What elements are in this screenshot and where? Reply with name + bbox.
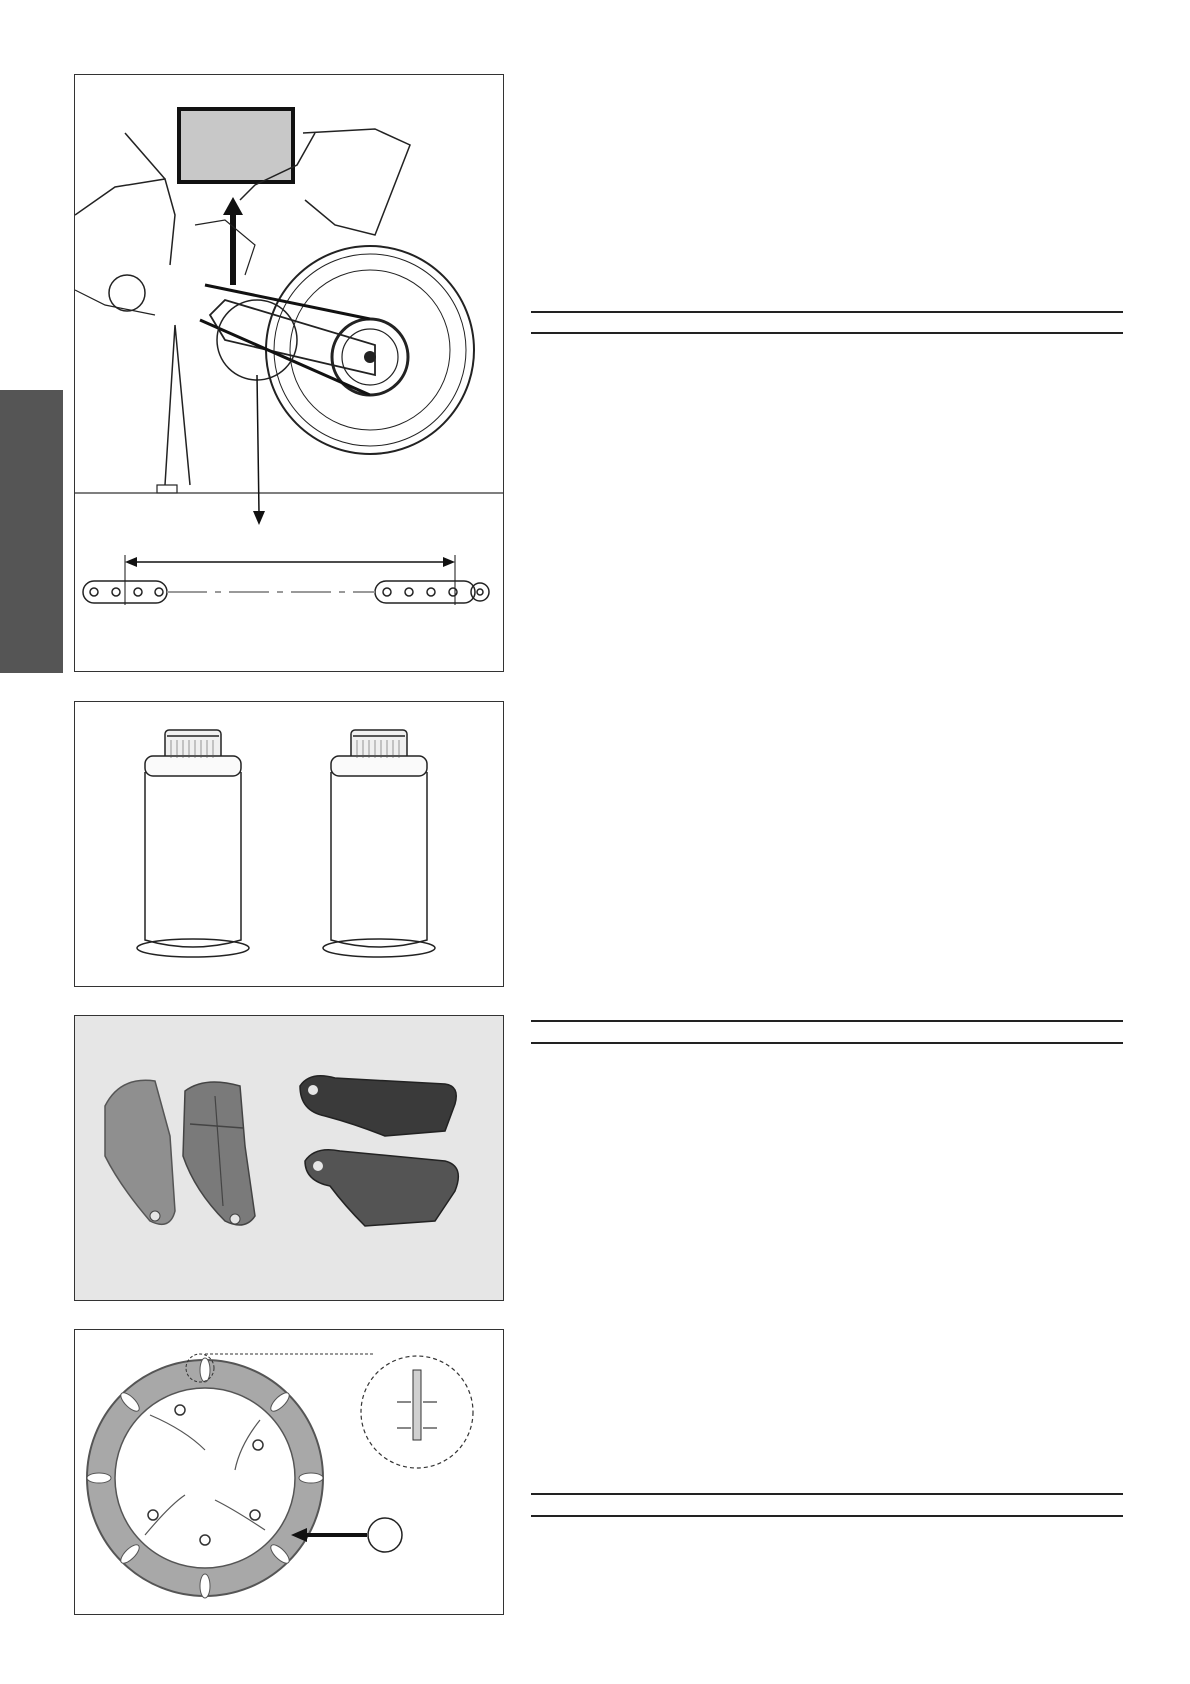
brake-pad-icon bbox=[75, 1016, 503, 1300]
chain-links-icon bbox=[83, 581, 489, 603]
figure-brake-fluid bbox=[74, 701, 504, 987]
section-tab bbox=[0, 390, 63, 673]
brake-disc-icon bbox=[75, 1330, 503, 1614]
figure-brake-pads bbox=[74, 1015, 504, 1301]
section-rule bbox=[531, 332, 1123, 334]
figure-chain-slack bbox=[74, 74, 504, 672]
figure-brake-disc bbox=[74, 1329, 504, 1615]
label-box bbox=[179, 109, 293, 182]
motorcycle-chain-icon bbox=[75, 75, 503, 671]
section-rule bbox=[531, 311, 1123, 313]
section-rule bbox=[531, 1515, 1123, 1517]
section-rule bbox=[531, 1493, 1123, 1495]
down-arrow-icon bbox=[253, 511, 265, 525]
fluid-canister-icon bbox=[75, 702, 503, 986]
section-rule bbox=[531, 1020, 1123, 1022]
section-rule bbox=[531, 1042, 1123, 1044]
